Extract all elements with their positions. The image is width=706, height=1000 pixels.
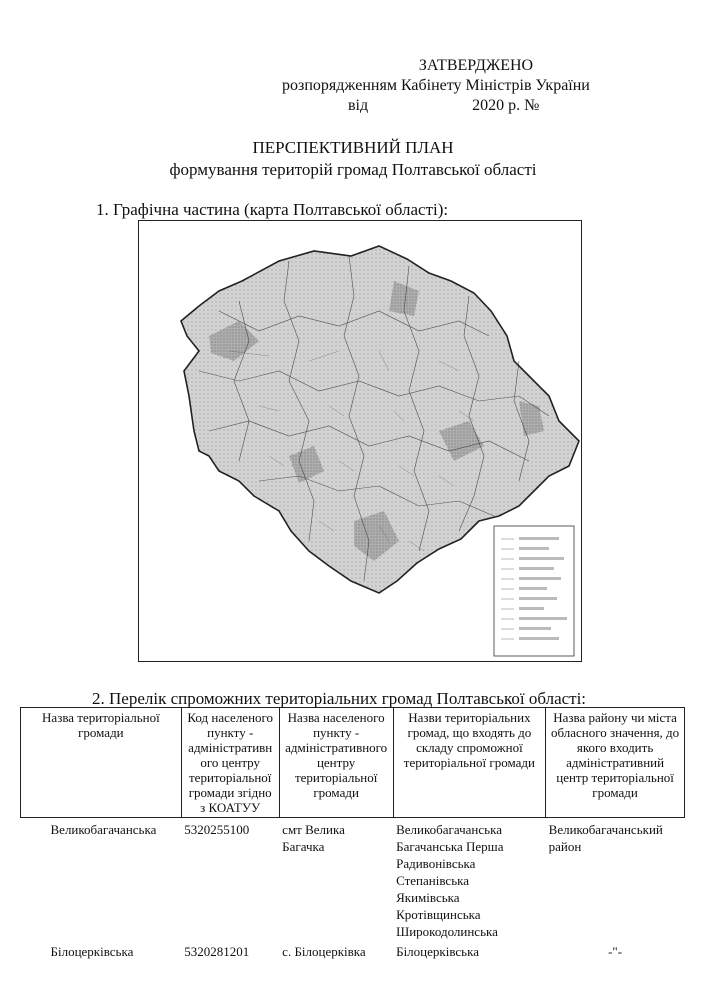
section-2-heading: 2. Перелік спроможних територіальних громад Полтавської області: [92,689,587,708]
map-legend [494,526,574,656]
region-map-frame [138,220,582,662]
approved-year-number: 2020 р. № [472,97,540,114]
table-row [21,940,685,960]
approved-date-line [282,96,630,116]
approved-heading: ЗАТВЕРДЖЕНО [418,57,534,74]
member-item: Степанівська [396,873,470,888]
col-header-community-name: Назва територіальної громади [21,708,182,818]
member-item: Великобагачанська [396,822,502,837]
member-item: Кротівщинська [396,907,481,922]
col-header-member-communities: Назви територіальних громад, що входять до складу спроможної територіальної громади [393,708,546,818]
table-row [21,818,685,941]
col-header-koatuu-code: Код населеного пункту - адміністративн ого центру територіальної громади згідно з КОАТУУ [181,708,279,818]
cell-koatuu-code: 5320281201 [184,944,250,959]
cell-member-communities [393,940,546,960]
approved-from: від [348,97,369,114]
communities-table [20,707,685,960]
cell-community-name: Білоцерківська [50,944,134,959]
page-title [0,137,706,181]
title-line-2: формування територій громад Полтавської області [169,160,537,179]
cell-district: Великобагачанський район [548,822,663,854]
member-item: Якимівська [396,890,460,905]
table-header-row [21,708,685,818]
cell-district: -"- [608,944,623,959]
cell-member-communities [393,818,546,941]
col-header-district: Назва району чи міста обласного значення, до якого входить адміністративний центр територіальної громади [546,708,685,818]
title-line-1: ПЕРСПЕКТИВНИЙ ПЛАН [252,138,454,157]
col-header-admin-center: Назва населеного пункту - адміністративного центру територіальної громади [279,708,393,818]
cell-admin-center: смт Велика Багачка [282,822,345,854]
member-item: Радивонівська [396,856,476,871]
cell-community-name: Великобагачанська [50,822,157,837]
poltava-region-map [139,221,580,660]
section-1-heading: 1. Графічна частина (карта Полтавської області): [96,200,449,219]
member-item: Багачанська Перша [396,839,504,854]
member-item: Широкодолинська [396,924,498,939]
member-item: Білоцерківська [396,944,479,959]
cell-admin-center: с. Білоцерківка [282,944,366,959]
approved-by-order: розпорядженням Кабінету Міністрів України [282,77,590,94]
cell-koatuu-code: 5320255100 [184,822,250,837]
approval-block [282,56,630,116]
